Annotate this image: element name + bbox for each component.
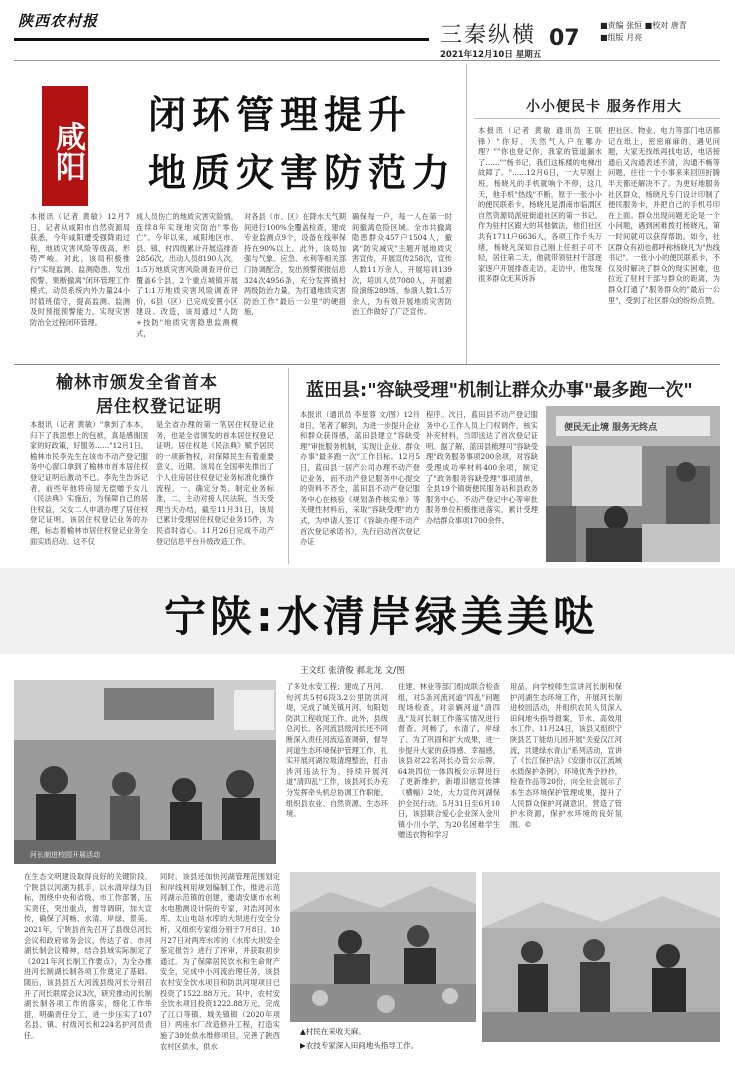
service-hall-photo [546,406,720,562]
spacer [160,710,162,711]
article2-col2: 把社区、物业、电力等部门电话都记在纸上，密密麻麻的，遇见问题，大家无找纸再找电话，电话接通后又沟通表述不清，沟通不畅等问题，往往一个小事来来回回折腾半天都还解决不了。为更好地服务社区群众，杨晓凡专门设计印制了便民服务卡，并把自己的手机号印在上面。群众出现问题无论是一个小问题，遇到困难拨打杨晓凡，第一时间就可以获得帮助。如今，社区群众有初也都呼称杨晓凡为"热线书记"。一张小小的便民联系卡，不仅及时解决了群众的现实困难，也拉近了驻村干部与群众的距离，为群众打通了"服务群众的"最后一公里"，受到了社区群众的纷纷点赞。 [608,126,720,305]
page-number: 07 [549,26,580,51]
article4-title: 蓝田县:"容缺受理"机制让群众办事"最多跑一次" [306,380,693,401]
article1-col4: 确保每一户，每一人在第一时间撤离危险区域。全市共撤离隐患群众457户1504人，撤离"防灾减灾"主题开展地质灾害宣传，开展宣传258次，宣传人数11万余人，开展培训139次，培训人员7080人，开展避险演练289场，参演人数1.5万余人，为有效开展地质灾害防治工作做好了广泛宣传。 [352,212,452,317]
region-tag: 咸阳 [42,86,88,206]
article2-col1: 本报讯（记者 黄敏 通讯员 王联锋）"你好，天然气入户在哪办理？""你也登记你，我家的管道漏水了……""杨书记，我们这栋楼的电梯出故障了。"……12月6日，一大早刚上班，杨晓凡的手机就响个不停，这几天，他手机"热线"不断，原于一张小小的便民联系卡。杨晓凡是渭南市临渭区自然资源局派驻街道社区的第一书记。作为驻村区跟大的其他做法，他们社区共有1711户6636人，各项工作千头万绪，杨晓凡深知自己刚上任担子可不轻，居住第二天，他就带领驻村干部逐家逐户开展排查走访，走访中，他发现很多群众无其诉诉 [478,126,602,284]
article3-col1: 本报讯（记者 黄敏）"拿到了本本，归下了我思想上的包袱，真是感谢国家的好政策，好服务……"12月1日，榆林市民李先生在该市不动产登记服务中心窗口拿到了榆林市首本居住权登记证明后激动不已。李先生告诉记者，前些年他将房屋无偿赠予女儿《民法典》实施后，为保障自己的居住权益，父女二人申请办理了居住权登记证明。该居住权登记业务的办理，标志着榆林市居住权登记业务全面实质启动。这不仅 [30,420,148,546]
article1-col3: 对各县（市、区）在降水天气期间进行100%全覆盖检查，建成专业监测点9个，设备在线率保持在90%以上。此外，该局加强与气象、应急、水利等相关部门协调配合，发出预警预报信息324次4956条，充分发挥镇村两级防治力量，为打通地质灾害防治工作"最后一公里"的硬措施， [244,212,346,317]
article3-title-line1: 榆林市颁发全省首本 [56,373,218,393]
staff-line-1: ■责编 张恒 ■校对 唐青 [600,21,687,30]
column-divider [466,64,467,364]
article4-col1: 本报讯（通讯员 李星蓉 文/图）12月8日，笔者了解到，为进一步提升企业和群众获得感，蓝田县建立"容缺受理"审批服务机制，实现让企业、群众办事"最多跑一次"工作目标。12月5日，蓝田县一居产公司办理不动产登记业务，而不动产登记服务中心提交的资料不齐全，蓝田县不动产登记服务中心在核验《规划条件核实单》等关键性材料后，采取"容缺受理"的方式，为申请人签订《容缺办理不动产首次登记承诺书》，先行启动首次登记办证 [300,410,420,547]
expert-photo-caption: ▶农技专家深入田间地头指导工作。 [300,1041,419,1050]
harvest-photo-caption: ▲村民在采收天麻。 [300,1027,366,1036]
article5-title: 宁陕:水清岸绿美美哒 [164,592,599,641]
article5-col5: 用品，向学校师生宣讲河长制和保护河湖生态环境工作，开展河长制进校园活动，并组织农民人员深入田间地头指导报案，节水、高效用水工作。11月24日，该县又组织宁陕县艺丁能幼儿园开展"关爱汉江河流，共建绿水青山"系列活动，宣讲了《长江保护法》《安康市汉江流域水质保护条例》，环境优秀予抄抄，检查作品等20份，向全社会展示了本生态环境保护管理成果，提升了人民群众保护河湖意识，营造了管护水资源，保护水环境的良好氛围。© [510,682,622,829]
article5-col4: 住建、林业等部门组成联合检查组，对5条河流河道"四乱"问题现场检查，对亲辆河道"清四乱"及河长制工作落实情况进行督查。河畅了，水清了，岸绿了。为了巩固和扩大成果，进一步提升大家的获得感、幸福感，该县对22名河长办管公示牌，64块四位一体四板公示牌进行了更新维护，新增旧辖宣传牌（横幅）2处，大力宣传河湖保护全民行动。5月31日至6月10日，该县联合爱心企业深入金川镇小川小学，为20名困难学生赠送衣物和学习 [398,682,500,840]
harvest-photo [290,872,476,1022]
article1-col1: 本报讯（记者 黄敏）12月7日，记者从咸阳市自然资源局获悉，今年咸阳遭受强降雨过程，地质灾害风险等级高，形势严峻。对此，该局积极推行"实现监测、监测隐患、发出预警、果断撤离"闭环管理工作模式，动员系统内外力量24小时值班值守，提高监测、监测及时预报预警能力，实现灾害防治全过程闭环管理。 [30,212,130,327]
section-divider [14,364,720,365]
article5-col3: 了多处水安工程；建成了月河、旬河共5村6段3.2公里防洪河堤，完成了城关镇月河、旬阳划防洪工程收尾工作。此外，县级总河长、各河流县级河长还不同断深入责任河流巡查调研，督导河道生态环境保护管理工作，扎实开展河湖垃圾清理整治，打击涉河违法行为，持续开展河道"清四乱"工作，该县河长办充分发挥牵头机总协调工作职能，组织县农业、自然资源、生态环境、 [286,682,388,819]
article2-title: 小小便民卡 服务作用大 [526,99,682,115]
article2-rule [474,118,720,119]
header-divider [14,60,720,61]
staff-line-2: ■组版 月亮 [600,33,643,42]
masthead-rule [14,38,429,41]
classroom-photo [14,680,276,864]
article4-col2: 程序。次日，蓝田县不动产登记服务中心工作人员上门权调件，核实补充材料，当即送达了首次登记证明。据了解，蓝田县梳理可"容缺受理"政务服务事项200余项，对容缺受理成功率材料400余项，制定了"政务服务容缺受理"事项清单，全县19个镇街便民服务站和县政务服务中心、不动产登记中心等审批服务单位积极推进落实，累计受理办结群众事项1700余件。 [426,410,538,525]
service-hall-sign: 便民无止境 服务无终点 [564,423,658,433]
article3-col2: 是全省办理的第一笔居住权登记业务，也是全省颁发的首本居住权登记证明。居住权是《民法典》赋予居民的一项新物权，对保障民生有着重要意义，近期，该局在全国率先推出了个人住房居住权登记业务标准化操作流程，一、确定分类、制定业务标准，二、主动对接人民法院，当天受理当天办结，截至11月31日，该局已累计受理居住权登记业务15件，为民省时省心。11月26日完成不动产登记信息平台升级改造工作。 [156,420,274,546]
section-name: 三秦纵横 [440,23,537,48]
article1-title-line1: 闭环管理提升 [148,93,413,137]
article5-byline: 王文红 张清俊 郝北龙 文/图 [300,666,405,676]
newspaper-logo: 陕西农村报 [18,12,99,30]
article5-col1: 在生态文明建设取得良好的关键阶段，宁陕县以河湖为抓手，以水清岸绿为目标，围绕中央和省级、市工作部署，压实责任，突出重点，督导调研，加大宣传，确保了河畅、水清、岸绿、景美。2021年，宁陕县首先召开了县级总河长会议和政府常务会议，传达了省、市河湖长制会议精神，结合县域实际制定了《2021年河长制工作要点》，为全办推进河长制湖长制各项工作奠定了基础。随后，该县县五大河流县级河长分别召开了河长联席会议3次，研究推动河长制湖长制各项工作的落实，细化工作举措，明确责任分工，进一步压实了107名县、镇、村级河长和224名护河员责任。 [24,872,152,1040]
article5-col2: 同时，该县还加快河湖管理范围划定和岸线利用规划编制工作，推进示范河湖示范镇的创建，邀请安康市水利水电勘测设计院的专家，对浩河河水库、太山电站水库的大坝进行安全分析，又组织专家组分别于7月8日、10月27日对两库水库的《水库大坝安全鉴定报告》进行了评审，并获取初步通过。为了保障居民饮水和生命财产安全，完成中小河流治理任务，该县农村安全饮水项目和防洪河堤项目已投资了1522.88万元。其中，农村安全饮水项目投资1222.88万元，完成了江口等镇、城关镇镇（2020年项目）两座水厂改造修升工程，打造实施了39处供水维修项目，完善了陕西农村区供水，供水 [160,872,280,1051]
article1-title-line2: 地质灾害防范力 [148,151,457,195]
column-divider [288,368,289,564]
article1-col2: 成人员伤亡的地质灾害灾险情，连续8年实现地灾防治"零伤亡"。今年以来，咸阳地区市、县、镇、村四级累计开展巡排查2856次，出动人员8190人次，1:5万地质灾害风险调查评价已覆盖6个县，2个重点城镇开展了1:1万地质灾害风险调查评价，6县（区）已完成安置小区建设、改造，该局通过"人防+技防"地质灾害隐患监测模式， [136,212,238,338]
expert-field-photo [482,872,720,1042]
classroom-photo-caption: 河长制进校园开展活动 [30,851,100,859]
staff-credits [600,20,687,44]
issue-date: 2021年12月10日 星期五 [440,50,542,60]
article3-title-line2: 居住权登记证明 [96,397,222,417]
